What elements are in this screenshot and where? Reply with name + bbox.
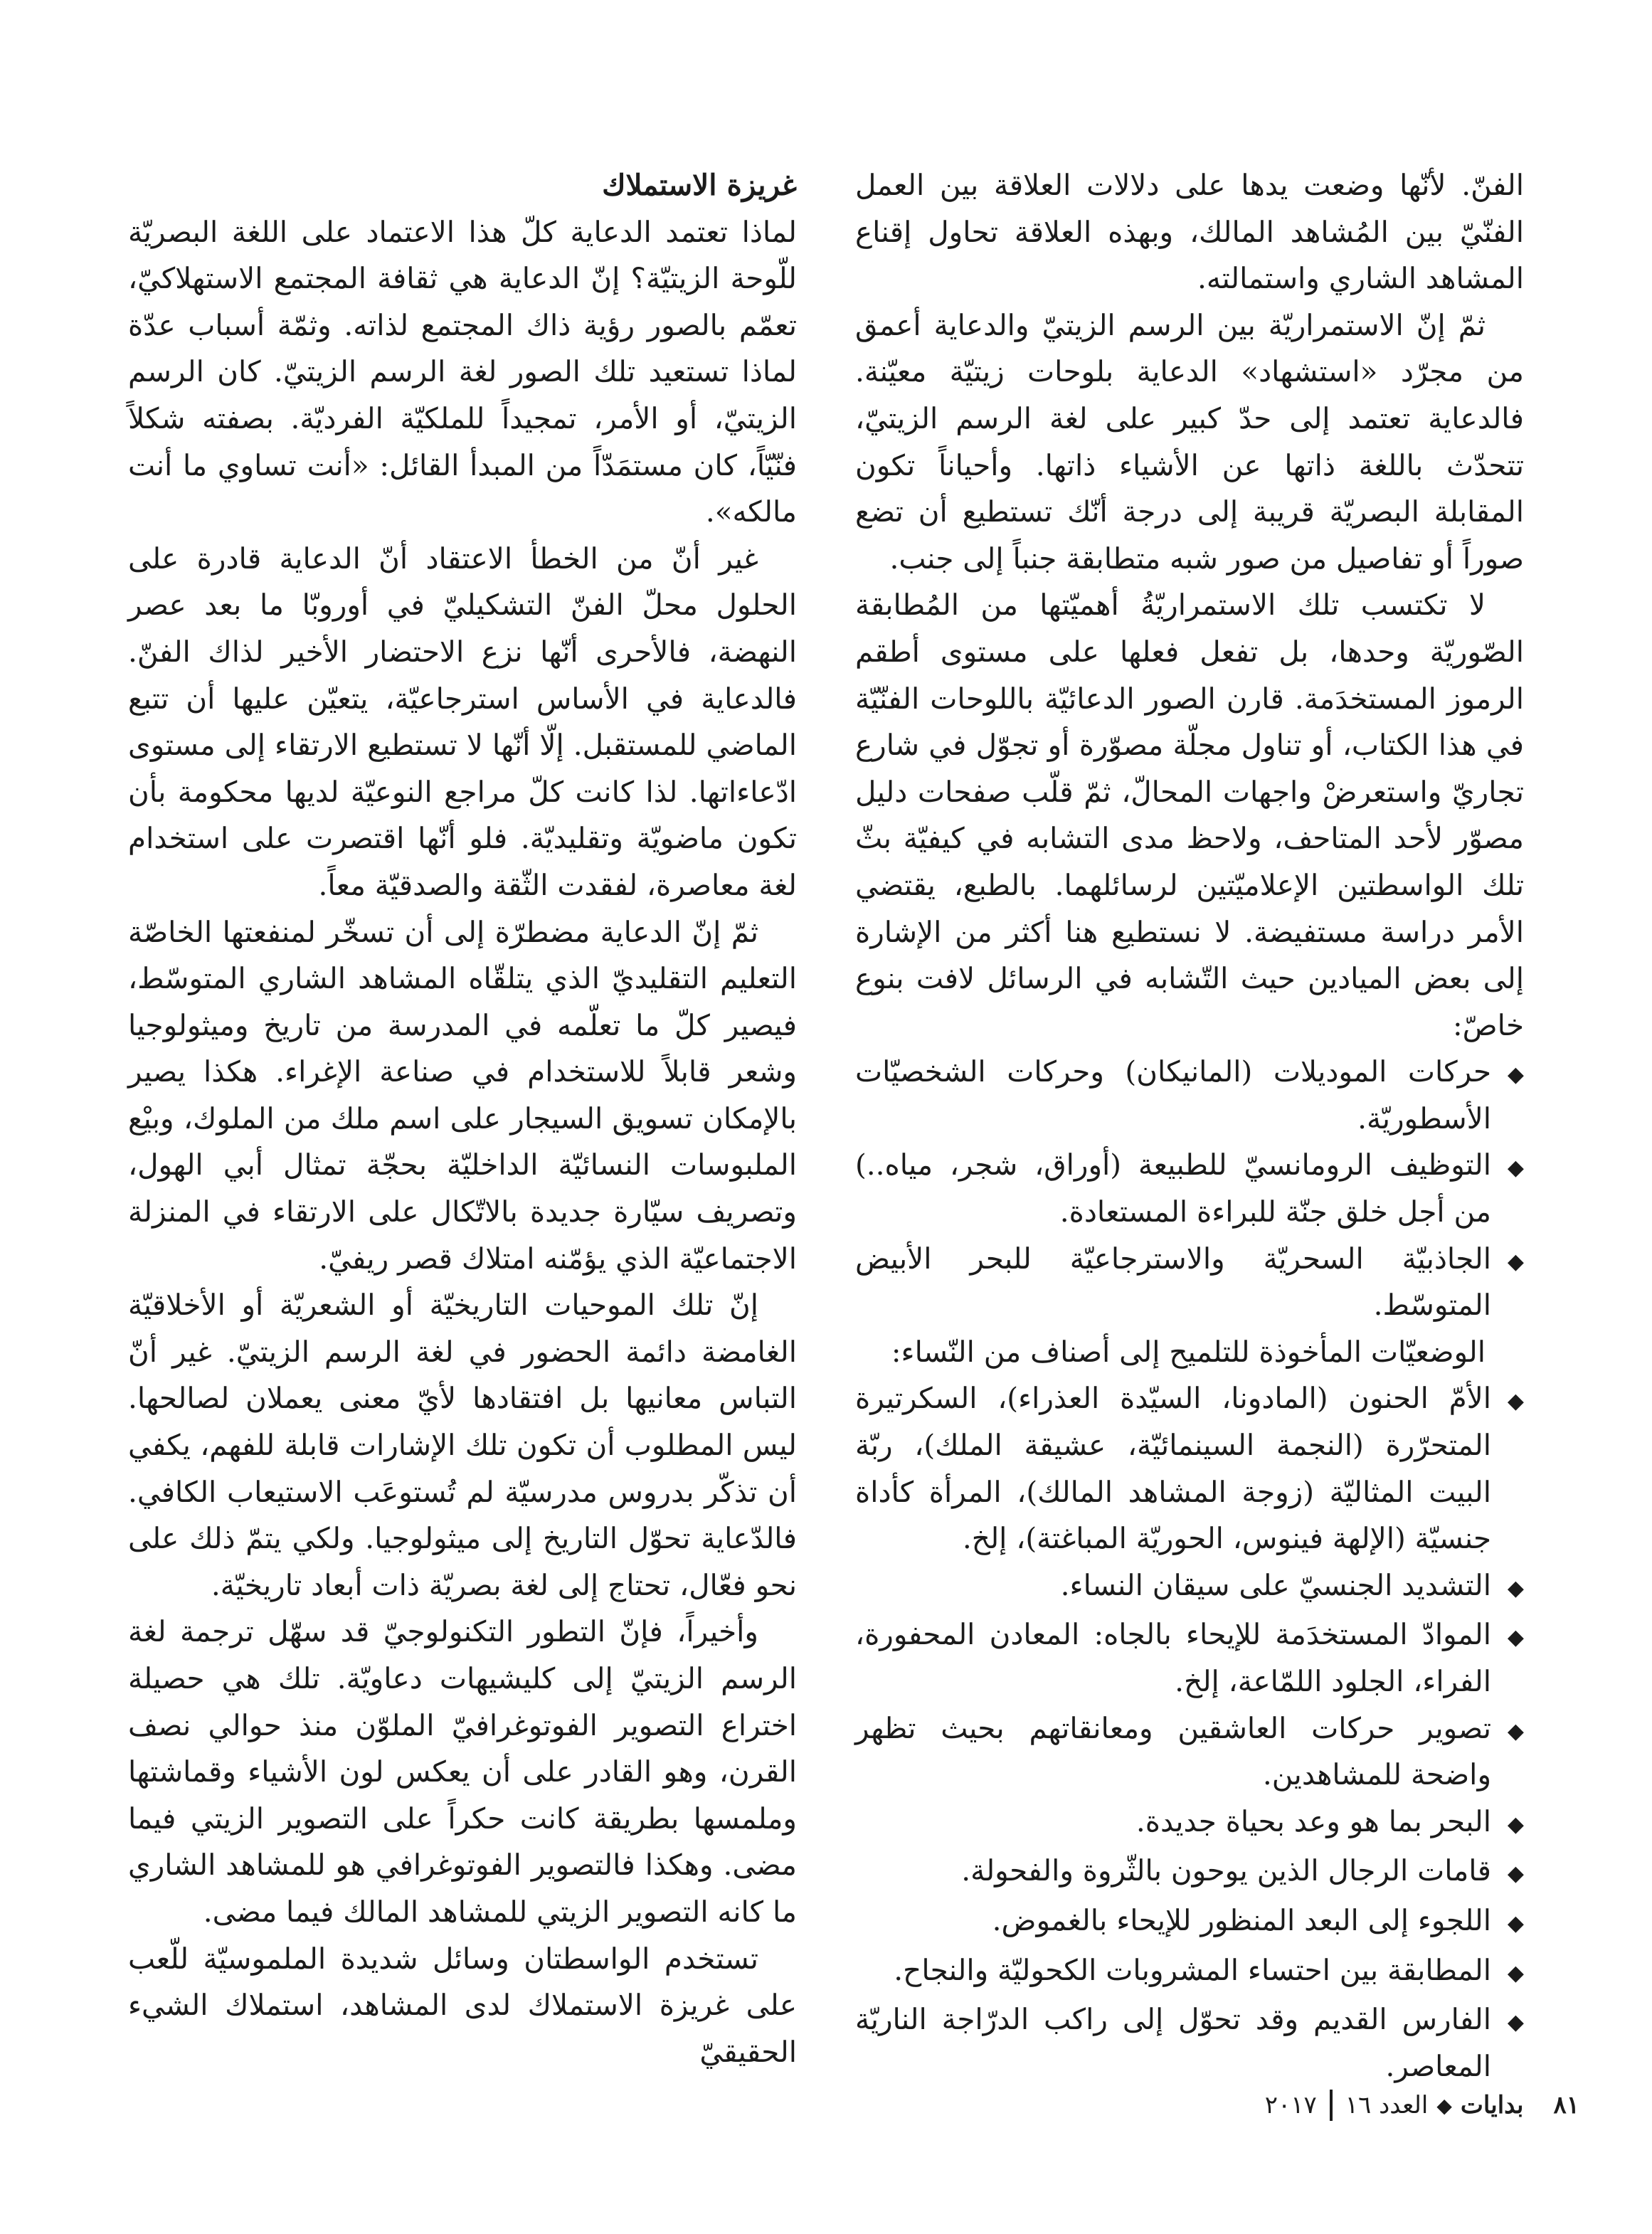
paragraph: ثمّ إنّ الاستمراريّة بين الرسم الزيتيّ والدعاية أعمق من مجرّد «استشهاد» الدعاية بلوحات زيتيّة معيّنة. فالدعاية تعتمد إلى حدّ كبير على لغة الرسم الزيتيّ، تتحدّث باللغة ذاتها عن الأشياء ذاتها. وأحياناً تكون المقابلة البصريّة قريبة إلى درجة أنّك تستطيع أن تضع صوراً أو تفاصيل من صور شبه متطابقة جنباً إلى جنب. bbox=[855, 307, 1524, 576]
diamond-bullet-icon: ◆ bbox=[1507, 1062, 1524, 1088]
paragraph: تستخدم الواسطتان وسائل شديدة الملموسيّة للّعب على غريزة الاستملاك لدى المشاهد، استملاك الشيء الحقيقيّ bbox=[128, 1941, 797, 2069]
right-column bbox=[855, 162, 1524, 2090]
list-item-text: حركات الموديلات (المانيكان) وحركات الشخصيّات الأسطوريّة. bbox=[855, 1054, 1491, 1135]
magazine-name: بدايات bbox=[1460, 2091, 1524, 2119]
diamond-bullet-icon: ◆ bbox=[1507, 1811, 1524, 1837]
list-item bbox=[855, 1611, 1524, 1705]
paragraph: الفنّ. لأنّها وضعت يدها على دلالات العلاقة بين العمل الفنّيّ بين المُشاهد المالك، وبهذه العلاقة تحاول إقناع المشاهد الشاري واستمالته. bbox=[855, 168, 1524, 296]
list-item-text: المطابقة بين احتساء المشروبات الكحوليّة والنجاح. bbox=[894, 1952, 1491, 1987]
list-item bbox=[855, 1705, 1524, 1799]
list-item-text: الموادّ المستخدَمة للإيحاء بالجاه: المعادن المحفورة، الفراء، الجلود اللمّاعة، إلخ. bbox=[855, 1617, 1491, 1698]
page-footer bbox=[1124, 2087, 1579, 2123]
list-item bbox=[855, 1049, 1524, 1142]
paragraph: غير أنّ من الخطأ الاعتقاد أنّ الدعاية قادرة على الحلول محلّ الفنّ التشكيليّ في أوروبّا ما بعد عصر النهضة، فالأحرى أنّها نزع الاحتضار الأخير لذاك الفنّ. فالدعاية في الأساس استرجاعيّة، يتعيّن عليها أن تتبع الماضي للمستقبل. إلّا أنّها لا تستطيع الارتقاء إلى مستوى ادّعاءاتها. لذا كانت كلّ مراجع النوعيّة لديها محكومة بأن تكون ماضويّة وتقليديّة. فلو أنّها اقتصرت على استخدام لغة معاصرة، لفقدت الثّقة والصدقيّة معاً. bbox=[128, 541, 797, 902]
list-item-text: الجاذبيّة السحريّة والاسترجاعيّة للبحر الأبيض المتوسّط. bbox=[855, 1241, 1491, 1323]
list-item bbox=[855, 1799, 1524, 1848]
list-item bbox=[855, 1142, 1524, 1235]
diamond-bullet-icon: ◆ bbox=[1507, 2010, 1524, 2036]
list-item bbox=[855, 1562, 1524, 1612]
list-item-text: قامات الرجال الذين يوحون بالثّروة والفحولة. bbox=[961, 1853, 1491, 1888]
list-item bbox=[855, 1897, 1524, 1947]
paragraph: ثمّ إنّ الدعاية مضطرّة إلى أن تسخّر لمنفعتها الخاصّة التعليم التقليديّ الذي يتلقّاه المشاهد الشاري المتوسّط، فيصير كلّ ما تعلّمه في المدرسة من تاريخ وميثولوجيا وشعر قابلاً للاستخدام في صناعة الإغراء. هكذا يصير بالإمكان تسويق السيجار على اسم ملك من الملوك، وبيْع الملبوسات النسائيّة الداخليّة بحجّة تمثال أبي الهول، وتصريف سيّارة جديدة بالاتّكال على الارتقاء في المنزلة الاجتماعيّة الذي يؤمّنه امتلاك قصر ريفيّ. bbox=[128, 914, 797, 1276]
paragraph: لماذا تعتمد الدعاية كلّ هذا الاعتماد على اللغة البصريّة للّوحة الزيتيّة؟ إنّ الدعاية هي ثقافة المجتمع الاستهلاكيّ، تعمّم بالصور رؤية ذاك المجتمع لذاته. وثمّة أسباب عدّة لماذا تستعيد تلك الصور لغة الرسم الزيتيّ. كان الرسم الزيتيّ، أو الأمر، تمجيداً للملكيّة الفرديّة. بصفته شكلاً فنّيّاً، كان مستمَدّاً من المبدأ القائل: «أنت تساوي ما أنت مالكه». bbox=[128, 214, 797, 529]
issue-number: العدد ١٦ bbox=[1345, 2091, 1429, 2119]
list-item-text: اللجوء إلى البعد المنظور للإيحاء بالغموض. bbox=[992, 1902, 1491, 1937]
section-heading: غريزة الاستملاك bbox=[602, 168, 797, 202]
paragraph: الوضعيّات المأخوذة للتلميح إلى أصناف من النّساء: bbox=[891, 1334, 1486, 1369]
list-item-text: البحر بما هو وعد بحياة جديدة. bbox=[1135, 1804, 1491, 1838]
diamond-bullet-icon: ◆ bbox=[1507, 1910, 1524, 1936]
diamond-bullet-icon: ◆ bbox=[1507, 1389, 1524, 1414]
diamond-bullet-icon: ◆ bbox=[1507, 1155, 1524, 1181]
left-column bbox=[128, 162, 797, 2075]
issue-year: ٢٠١٧ bbox=[1264, 2091, 1317, 2119]
page-number: ٨١ bbox=[1553, 2091, 1579, 2119]
list-item bbox=[855, 1848, 1524, 1897]
diamond-separator-icon: ◆ bbox=[1436, 2093, 1452, 2117]
diamond-bullet-icon: ◆ bbox=[1507, 1960, 1524, 1986]
diamond-bullet-icon: ◆ bbox=[1507, 1625, 1524, 1651]
paragraph: وأخيراً، فإنّ التطور التكنولوجيّ قد سهّل ترجمة لغة الرسم الزيتيّ إلى كليشيهات دعاويّة. تلك هي حصيلة اختراع التصوير الفوتوغرافيّ الملوّن منذ حوالي نصف القرن، وهو القادر على أن يعكس لون الأشياء وقماشتها وملمسها بطريقة كانت حكراً على التصوير الزيتي فيما مضى. وهكذا فالتصوير الفوتوغرافي هو للمشاهد الشاري ما كانه التصوير الزيتي للمشاهد المالك فيما مضى. bbox=[128, 1614, 797, 1929]
vertical-divider bbox=[1330, 2090, 1333, 2121]
list-item bbox=[855, 1375, 1524, 1562]
list-item-text: الأمّ الحنون (المادونا، السيّدة العذراء)، السكرتيرة المتحرّرة (النجمة السينمائيّة، عشيقة الملك)، ربّة البيت المثاليّة (زوجة المشاهد المالك)، المرأة كأداة جنسيّة (الإلهة فينوس، الحوريّة المباغتة)، إلخ. bbox=[855, 1381, 1491, 1556]
diamond-bullet-icon: ◆ bbox=[1507, 1718, 1524, 1744]
diamond-bullet-icon: ◆ bbox=[1507, 1249, 1524, 1274]
list-item-text: تصوير حركات العاشقين ومعانقاتهم بحيث تظهر واضحة للمشاهدين. bbox=[855, 1710, 1491, 1792]
paragraph: إنّ تلك الموحيات التاريخيّة أو الشعريّة أو الأخلاقيّة الغامضة دائمة الحضور في لغة الرسم الزيتيّ. غير أنّ التباس معانيها بل افتقادها لأيّ معنى يعملان لصالحها. ليس المطلوب أن تكون تلك الإشارات قابلة للفهم، يكفي أن تذكّر بدروس مدرسيّة لم تُستوعَب الاستيعاب الكافي. فالدّعاية تحوّل التاريخ إلى ميثولوجيا. ولكي يتمّ ذلك على نحو فعّال، تحتاج إلى لغة بصريّة ذات أبعاد تاريخيّة. bbox=[128, 1288, 797, 1602]
list-item bbox=[855, 1947, 1524, 1997]
list-item-text: التشديد الجنسيّ على سيقان النساء. bbox=[1060, 1567, 1491, 1602]
paragraph: لا تكتسب تلك الاستمراريّةُ أهميّتها من المُطابقة الصّوريّة وحدها، بل تفعل فعلها على مستوى أطقم الرموز المستخدَمة. قارن الصور الدعائيّة باللوحات الفنّيّة في هذا الكتاب، أو تناول مجلّة مصوّرة أو تجوّل في شارع تجاريّ واستعرضْ واجهات المحالّ، ثمّ قلّب صفحات دليل مصوّر لأحد المتاحف، ولاحظ مدى التشابه في كيفيّة بثّ تلك الواسطتين الإعلاميّتين لرسائلهما. بالطبع، يقتضي الأمر دراسة مستفيضة. لا نستطيع هنا أكثر من الإشارة إلى بعض الميادين حيث التّشابه في الرسائل لافت بنوع خاصّ: bbox=[855, 588, 1524, 1042]
diamond-bullet-icon: ◆ bbox=[1507, 1861, 1524, 1887]
list-item-text: التوظيف الرومانسيّ للطبيعة (أوراق، شجر، مياه..) من أجل خلق جنّة للبراءة المستعادة. bbox=[855, 1148, 1491, 1229]
list-item bbox=[855, 1236, 1524, 1329]
list-item-text: الفارس القديم وقد تحوّل إلى راكب الدرّاجة الناريّة المعاصر. bbox=[855, 2002, 1491, 2083]
diamond-bullet-icon: ◆ bbox=[1507, 1575, 1524, 1601]
list-item bbox=[855, 1996, 1524, 2090]
